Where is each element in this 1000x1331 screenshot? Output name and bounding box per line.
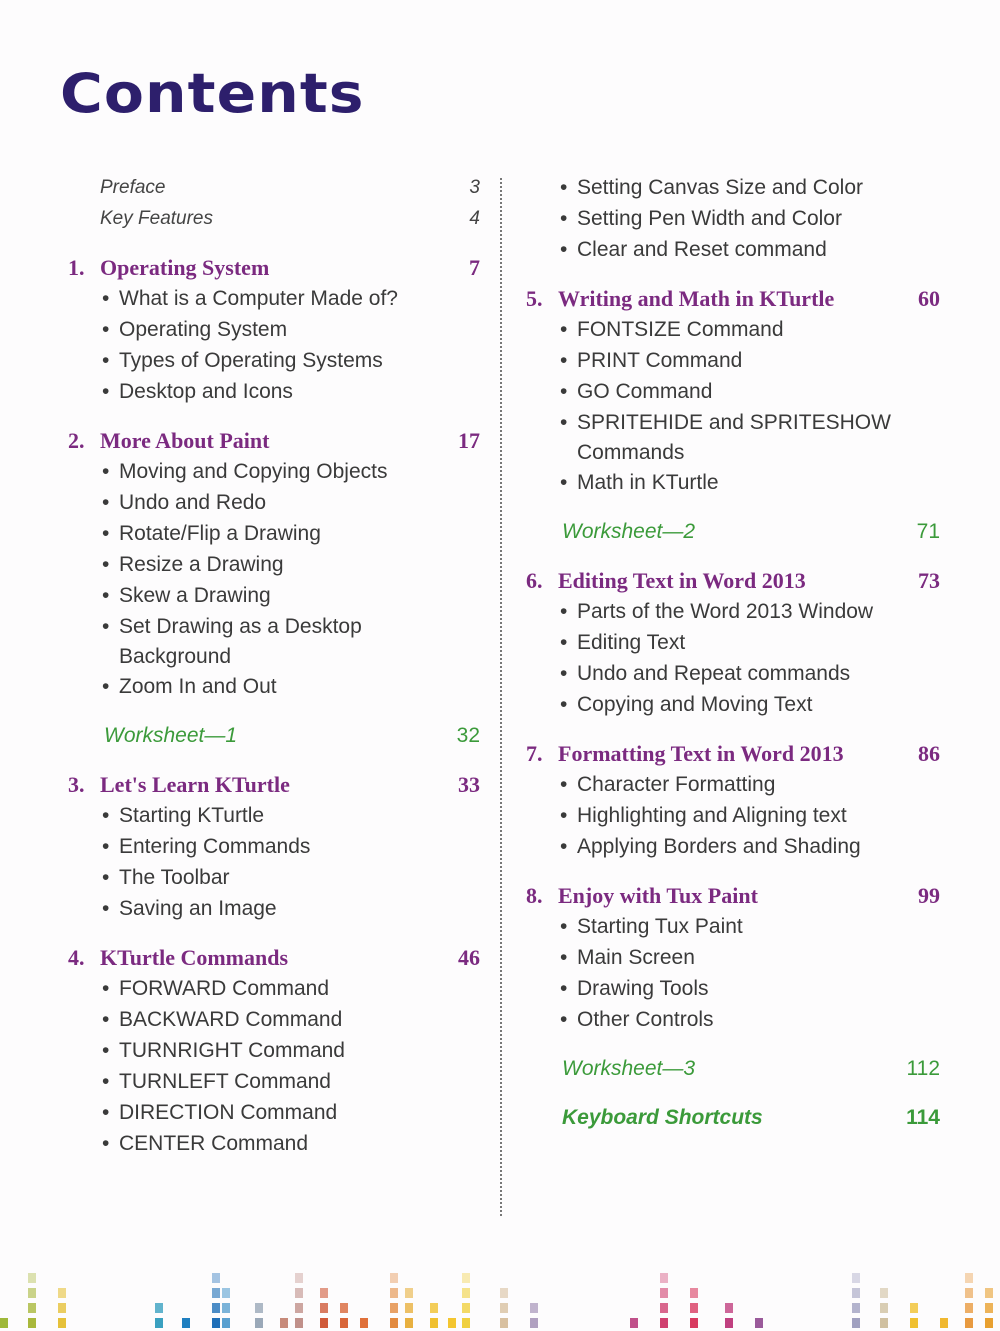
decor-square [182, 1318, 190, 1328]
toc-topic [526, 800, 940, 831]
entry-label: BACKWARD Command [119, 1008, 343, 1031]
page-number: 32 [456, 724, 480, 747]
toc-worksheet [526, 1053, 940, 1084]
toc-left-column [68, 172, 480, 1159]
toc-topic [526, 467, 940, 498]
entry-label: Rotate/Flip a Drawing [119, 522, 321, 545]
decor-square [660, 1273, 668, 1283]
toc-topic [68, 1004, 480, 1035]
entry-label: Worksheet—3 [562, 1057, 696, 1080]
chapter-number: 6. [526, 568, 543, 593]
bullet-icon: • [560, 804, 568, 827]
toc-chapter [68, 425, 480, 456]
decor-square [28, 1303, 36, 1313]
entry-label: Clear and Reset command [577, 238, 827, 261]
toc-chapter [526, 880, 940, 911]
decor-square [390, 1273, 398, 1283]
toc-topic [68, 487, 480, 518]
decor-square [295, 1288, 303, 1298]
decor-square [222, 1318, 230, 1328]
chapter-number: 4. [68, 945, 85, 970]
decor-square [910, 1303, 918, 1313]
toc-topic [526, 658, 940, 689]
chapter-number: 7. [526, 741, 543, 766]
page-number: 7 [469, 255, 480, 280]
toc-chapter [526, 283, 940, 314]
bullet-icon: • [102, 835, 110, 858]
entry-label: Preface [100, 177, 166, 198]
bullet-icon: • [102, 1039, 110, 1062]
toc-chapter [68, 252, 480, 283]
toc-topic [68, 549, 480, 580]
decor-square [28, 1273, 36, 1283]
decor-square [320, 1288, 328, 1298]
entry-label: CENTER Command [119, 1132, 309, 1155]
decor-square [940, 1318, 948, 1328]
bullet-icon: • [560, 977, 568, 1000]
toc-topic [68, 580, 480, 611]
decor-square [690, 1288, 698, 1298]
decor-square [255, 1318, 263, 1328]
decor-square [212, 1288, 220, 1298]
decor-square [965, 1288, 973, 1298]
decor-square [295, 1273, 303, 1283]
decor-square [212, 1273, 220, 1283]
decor-square [690, 1303, 698, 1313]
entry-label: Applying Borders and Shading [577, 835, 861, 858]
decor-square [28, 1318, 36, 1328]
entry-label: Resize a Drawing [119, 553, 284, 576]
decor-square [660, 1318, 668, 1328]
bullet-icon: • [102, 491, 110, 514]
entry-label: Character Formatting [577, 773, 776, 796]
toc-worksheet [526, 1102, 940, 1133]
decor-square [965, 1273, 973, 1283]
entry-label: SPRITEHIDE and SPRITESHOW [577, 411, 891, 434]
toc-right-column [526, 172, 940, 1133]
decor-square [965, 1303, 973, 1313]
entry-label: Types of Operating Systems [119, 349, 383, 372]
decor-square [985, 1318, 993, 1328]
decor-square [910, 1318, 918, 1328]
decor-square [155, 1303, 163, 1313]
decor-square [405, 1303, 413, 1313]
decor-square [660, 1288, 668, 1298]
toc-chapter [526, 738, 940, 769]
toc-topic [68, 893, 480, 924]
bullet-icon: • [102, 897, 110, 920]
entry-label: GO Command [577, 380, 713, 403]
entry-label: Drawing Tools [577, 977, 709, 1000]
toc-topic [526, 627, 940, 658]
bullet-icon: • [102, 1008, 110, 1031]
toc-topic [68, 1066, 480, 1097]
decor-square [255, 1303, 263, 1313]
bullet-icon: • [102, 349, 110, 372]
toc-chapter [68, 942, 480, 973]
toc-topic [68, 314, 480, 345]
toc-topic [68, 345, 480, 376]
toc-topic [68, 862, 480, 893]
bullet-icon: • [102, 460, 110, 483]
decor-square [500, 1318, 508, 1328]
toc-topic [68, 518, 480, 549]
entry-label: Undo and Redo [119, 491, 267, 514]
bullet-icon: • [102, 380, 110, 403]
bullet-icon: • [560, 380, 568, 403]
toc-topic [68, 671, 480, 702]
decor-square [462, 1318, 470, 1328]
entry-label: Entering Commands [119, 835, 311, 858]
toc-topic [526, 769, 940, 800]
toc-front-matter [68, 172, 480, 203]
entry-label: PRINT Command [577, 349, 743, 372]
decor-square [390, 1288, 398, 1298]
decor-square [880, 1318, 888, 1328]
toc-topic [526, 314, 940, 345]
chapter-number: 2. [68, 428, 85, 453]
entry-label: Commands [577, 441, 685, 464]
bullet-icon: • [102, 584, 110, 607]
toc-topic [526, 1004, 940, 1035]
decor-square [725, 1318, 733, 1328]
entry-label: Key Features [100, 208, 213, 229]
decor-square [340, 1303, 348, 1313]
decor-square [462, 1273, 470, 1283]
decor-square [500, 1303, 508, 1313]
bullet-icon: • [560, 835, 568, 858]
entry-label: Editing Text in Word 2013 [558, 568, 806, 593]
decor-square [0, 1318, 8, 1328]
chapter-number: 5. [526, 286, 543, 311]
page-number: 114 [906, 1106, 940, 1129]
entry-label: Setting Canvas Size and Color [577, 176, 863, 199]
bullet-icon: • [560, 662, 568, 685]
decor-square [530, 1318, 538, 1328]
decor-square [852, 1318, 860, 1328]
decor-square [320, 1303, 328, 1313]
decor-square [965, 1318, 973, 1328]
bullet-icon: • [102, 866, 110, 889]
bullet-icon: • [102, 1070, 110, 1093]
entry-label: Skew a Drawing [119, 584, 271, 607]
page-number: 99 [918, 883, 940, 908]
decor-square [58, 1303, 66, 1313]
bullet-icon: • [560, 207, 568, 230]
entry-label: DIRECTION Command [119, 1101, 338, 1124]
bullet-icon: • [102, 615, 110, 638]
entry-label: Moving and Copying Objects [119, 460, 388, 483]
decor-square [430, 1318, 438, 1328]
entry-label: Background [119, 645, 232, 668]
entry-label: Main Screen [577, 946, 695, 969]
decor-square [690, 1318, 698, 1328]
bullet-icon: • [102, 318, 110, 341]
decor-square [430, 1303, 438, 1313]
decor-square [340, 1318, 348, 1328]
entry-label: Highlighting and Aligning text [577, 804, 847, 827]
chapter-number: 1. [68, 255, 85, 280]
decor-square [530, 1303, 538, 1313]
decor-square [295, 1303, 303, 1313]
bullet-icon: • [102, 675, 110, 698]
toc-chapter [68, 769, 480, 800]
entry-label: Undo and Repeat commands [577, 662, 851, 685]
entry-label: Desktop and Icons [119, 380, 293, 403]
entry-label: Worksheet—1 [104, 724, 238, 747]
chapter-number: 8. [526, 883, 543, 908]
toc-topic [68, 642, 480, 671]
toc-topic [526, 345, 940, 376]
toc-topic [68, 973, 480, 1004]
entry-label: TURNRIGHT Command [119, 1039, 345, 1062]
decor-square [462, 1288, 470, 1298]
decor-square [222, 1303, 230, 1313]
toc-topic [68, 456, 480, 487]
decor-square [852, 1303, 860, 1313]
toc-topic [68, 1128, 480, 1159]
page-number: 112 [906, 1057, 940, 1080]
toc-topic [526, 407, 940, 438]
decor-square [500, 1288, 508, 1298]
entry-label: Let's Learn KTurtle [100, 772, 290, 797]
bullet-icon: • [560, 773, 568, 796]
entry-label: Starting KTurtle [119, 804, 265, 827]
decor-square [280, 1318, 288, 1328]
page-number: 86 [918, 741, 940, 766]
entry-label: Enjoy with Tux Paint [558, 883, 758, 908]
decor-square [58, 1288, 66, 1298]
toc-topic [68, 1097, 480, 1128]
entry-label: KTurtle Commands [100, 945, 289, 970]
column-divider [500, 178, 502, 1216]
decor-square [462, 1303, 470, 1313]
page-number: 17 [458, 428, 480, 453]
decor-square [390, 1303, 398, 1313]
decor-square [725, 1303, 733, 1313]
toc-worksheet [68, 720, 480, 751]
decor-square [880, 1288, 888, 1298]
toc-topic [526, 234, 940, 265]
bullet-icon: • [560, 471, 568, 494]
toc-topic [526, 172, 940, 203]
entry-label: Parts of the Word 2013 Window [577, 600, 874, 623]
decor-square [985, 1303, 993, 1313]
decor-square [222, 1288, 230, 1298]
toc-topic [526, 942, 940, 973]
entry-label: What is a Computer Made of? [119, 287, 398, 310]
entry-label: FORWARD Command [119, 977, 330, 1000]
entry-label: Other Controls [577, 1008, 714, 1031]
entry-label: Starting Tux Paint [577, 915, 743, 938]
bullet-icon: • [560, 600, 568, 623]
decor-square [212, 1303, 220, 1313]
toc-topic [68, 1035, 480, 1066]
entry-label: Editing Text [577, 631, 686, 654]
decor-square [852, 1288, 860, 1298]
entry-label: More About Paint [100, 428, 270, 453]
page-number: 46 [458, 945, 480, 970]
toc-topic [526, 438, 940, 467]
toc-topic [526, 376, 940, 407]
entry-label: Worksheet—2 [562, 520, 696, 543]
entry-label: Writing and Math in KTurtle [558, 286, 835, 311]
bullet-icon: • [560, 946, 568, 969]
entry-label: Math in KTurtle [577, 471, 719, 494]
entry-label: The Toolbar [119, 866, 230, 889]
decor-square [660, 1303, 668, 1313]
decor-square [405, 1318, 413, 1328]
decor-square [755, 1318, 763, 1328]
entry-label: Keyboard Shortcuts [562, 1106, 763, 1129]
toc-topic [526, 831, 940, 862]
decor-square [58, 1318, 66, 1328]
bullet-icon: • [102, 522, 110, 545]
toc-topic [68, 283, 480, 314]
entry-label: Saving an Image [119, 897, 277, 920]
bullet-icon: • [102, 1132, 110, 1155]
decor-square [28, 1288, 36, 1298]
decor-square [985, 1288, 993, 1298]
entry-label: Zoom In and Out [119, 675, 277, 698]
entry-label: Copying and Moving Text [577, 693, 813, 716]
entry-label: Formatting Text in Word 2013 [558, 741, 844, 766]
entry-label: Setting Pen Width and Color [577, 207, 842, 230]
decor-square [155, 1318, 163, 1328]
decor-square [320, 1318, 328, 1328]
page-number: 3 [469, 177, 480, 198]
decor-square [405, 1288, 413, 1298]
decor-square [852, 1273, 860, 1283]
decor-square [880, 1303, 888, 1313]
toc-topic [526, 973, 940, 1004]
bullet-icon: • [560, 693, 568, 716]
decor-square [630, 1318, 638, 1328]
bullet-icon: • [560, 176, 568, 199]
page-number: 60 [918, 286, 940, 311]
decor-square [448, 1318, 456, 1328]
decor-square [295, 1318, 303, 1328]
decor-square [360, 1318, 368, 1328]
bullet-icon: • [560, 1008, 568, 1031]
bullet-icon: • [560, 631, 568, 654]
toc-worksheet [526, 516, 940, 547]
bullet-icon: • [102, 804, 110, 827]
toc-topic [68, 800, 480, 831]
decor-square [212, 1318, 220, 1328]
entry-label: FONTSIZE Command [577, 318, 784, 341]
toc-topic [68, 376, 480, 407]
bullet-icon: • [560, 411, 568, 434]
bullet-icon: • [560, 318, 568, 341]
entry-label: TURNLEFT Command [119, 1070, 331, 1093]
page-number: 33 [458, 772, 480, 797]
toc-chapter [526, 565, 940, 596]
entry-label: Operating System [100, 255, 270, 280]
page-title: Contents [60, 62, 365, 125]
bullet-icon: • [560, 349, 568, 372]
toc-front-matter [68, 203, 480, 234]
bullet-icon: • [102, 553, 110, 576]
decor-square [390, 1318, 398, 1328]
page-number: 71 [916, 520, 940, 543]
chapter-number: 3. [68, 772, 85, 797]
toc-topic [526, 689, 940, 720]
entry-label: Set Drawing as a Desktop [119, 615, 362, 638]
bullet-icon: • [102, 287, 110, 310]
toc-topic [526, 203, 940, 234]
bullet-icon: • [560, 238, 568, 261]
toc-topic [526, 596, 940, 627]
page-number: 4 [469, 208, 480, 229]
toc-topic [68, 611, 480, 642]
bullet-icon: • [102, 977, 110, 1000]
entry-label: Operating System [119, 318, 288, 341]
bullet-icon: • [560, 915, 568, 938]
page-number: 73 [918, 568, 940, 593]
bullet-icon: • [102, 1101, 110, 1124]
toc-topic [526, 911, 940, 942]
toc-topic [68, 831, 480, 862]
